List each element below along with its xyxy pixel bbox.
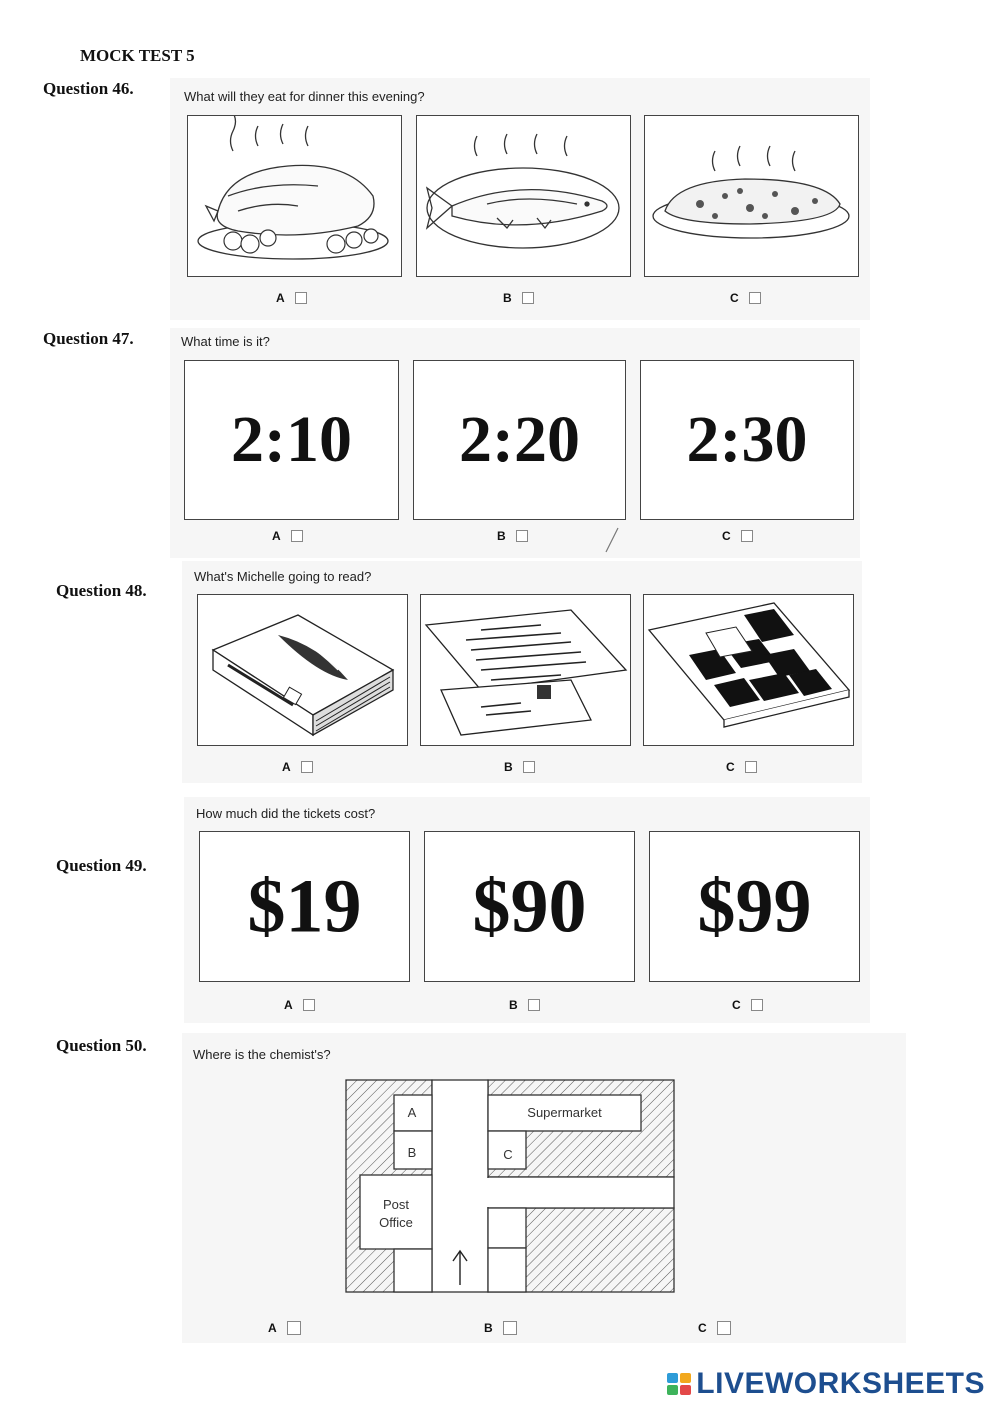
question-47-option-c bbox=[722, 529, 753, 543]
option-letter: A bbox=[268, 1321, 277, 1335]
time-card-value: 2:10 bbox=[231, 403, 352, 476]
question-49-option-c bbox=[732, 998, 763, 1012]
roast-chicken-picture bbox=[187, 115, 402, 277]
time-card-value: 2:30 bbox=[686, 403, 808, 476]
question-47-option-b bbox=[497, 529, 528, 543]
newspaper-picture bbox=[643, 594, 854, 746]
option-letter: B bbox=[497, 529, 506, 543]
option-b-checkbox[interactable] bbox=[516, 530, 528, 542]
question-49-option-a bbox=[284, 998, 315, 1012]
question-47-prompt: What time is it? bbox=[181, 334, 270, 349]
question-46-panel bbox=[170, 78, 870, 320]
question-48-option-c bbox=[726, 760, 757, 774]
option-letter: C bbox=[698, 1321, 707, 1335]
option-a-checkbox[interactable] bbox=[303, 999, 315, 1011]
time-card-value: 2:20 bbox=[459, 403, 580, 476]
post-office-line1: Post bbox=[382, 1197, 409, 1212]
time-card-c bbox=[640, 360, 854, 520]
question-46-option-c bbox=[730, 291, 761, 305]
price-card-value: $90 bbox=[472, 864, 587, 948]
letter-picture bbox=[420, 594, 631, 746]
question-48-option-b bbox=[504, 760, 535, 774]
option-c-checkbox[interactable] bbox=[745, 761, 757, 773]
question-46-prompt: What will they eat for dinner this evening? bbox=[184, 89, 425, 104]
option-c-checkbox[interactable] bbox=[717, 1321, 731, 1335]
question-50-prompt: Where is the chemist's? bbox=[193, 1047, 331, 1062]
option-letter: A bbox=[276, 291, 285, 305]
question-46-label: Question 46. bbox=[43, 79, 134, 98]
question-46-option-a bbox=[276, 291, 307, 305]
option-letter: B bbox=[504, 760, 513, 774]
pencil-stroke-mark bbox=[602, 526, 622, 556]
map-post-office-label bbox=[360, 1196, 432, 1232]
option-a-checkbox[interactable] bbox=[287, 1321, 301, 1335]
question-48-panel bbox=[182, 561, 862, 783]
question-47-option-a bbox=[272, 529, 303, 543]
pizza-picture bbox=[644, 115, 859, 277]
option-b-checkbox[interactable] bbox=[522, 292, 534, 304]
option-letter: C bbox=[722, 529, 731, 543]
option-b-checkbox[interactable] bbox=[503, 1321, 517, 1335]
liveworksheets-logo[interactable] bbox=[666, 1367, 985, 1401]
map-supermarket-label: Supermarket bbox=[527, 1105, 602, 1120]
liveworksheets-logo-icon bbox=[666, 1371, 692, 1397]
question-50-option-b bbox=[484, 1321, 517, 1335]
map-shop-a-label: A bbox=[407, 1105, 417, 1120]
option-letter: C bbox=[726, 760, 735, 774]
price-card-b bbox=[424, 831, 635, 982]
option-letter: B bbox=[484, 1321, 493, 1335]
post-office-line2: Office bbox=[379, 1215, 413, 1230]
question-48-option-a bbox=[282, 760, 313, 774]
question-48-prompt: What's Michelle going to read? bbox=[194, 569, 372, 584]
option-letter: A bbox=[272, 529, 281, 543]
map-shop-b-label: B bbox=[407, 1145, 417, 1160]
question-50-option-a bbox=[268, 1321, 301, 1335]
page-title: MOCK TEST 5 bbox=[80, 46, 195, 65]
time-card-a bbox=[184, 360, 399, 520]
question-47-panel bbox=[170, 328, 860, 558]
question-50-panel bbox=[182, 1033, 906, 1343]
price-card-value: $99 bbox=[697, 864, 812, 948]
price-card-value: $19 bbox=[247, 864, 362, 948]
option-a-checkbox[interactable] bbox=[291, 530, 303, 542]
option-letter: A bbox=[284, 998, 293, 1012]
question-50-label: Question 50. bbox=[56, 1036, 147, 1055]
time-card-b bbox=[413, 360, 626, 520]
option-a-checkbox[interactable] bbox=[295, 292, 307, 304]
question-50-option-c bbox=[698, 1321, 731, 1335]
price-card-c bbox=[649, 831, 860, 982]
question-49-panel bbox=[184, 797, 870, 1023]
option-b-checkbox[interactable] bbox=[528, 999, 540, 1011]
option-c-checkbox[interactable] bbox=[749, 292, 761, 304]
option-letter: B bbox=[509, 998, 518, 1012]
question-49-prompt: How much did the tickets cost? bbox=[196, 806, 376, 821]
price-card-a bbox=[199, 831, 410, 982]
option-c-checkbox[interactable] bbox=[751, 999, 763, 1011]
book-picture bbox=[197, 594, 408, 746]
question-49-label: Question 49. bbox=[56, 856, 147, 875]
option-letter: C bbox=[730, 291, 739, 305]
liveworksheets-logo-text: LIVEWORKSHEETS bbox=[696, 1367, 985, 1400]
question-49-option-b bbox=[509, 998, 540, 1012]
option-b-checkbox[interactable] bbox=[523, 761, 535, 773]
map-shop-c-label: C bbox=[503, 1147, 513, 1162]
fish-picture bbox=[416, 115, 631, 277]
question-48-label: Question 48. bbox=[56, 581, 147, 600]
option-c-checkbox[interactable] bbox=[741, 530, 753, 542]
question-46-option-b bbox=[503, 291, 534, 305]
option-letter: C bbox=[732, 998, 741, 1012]
question-47-label: Question 47. bbox=[43, 329, 134, 348]
option-a-checkbox[interactable] bbox=[301, 761, 313, 773]
option-letter: A bbox=[282, 760, 291, 774]
option-letter: B bbox=[503, 291, 512, 305]
